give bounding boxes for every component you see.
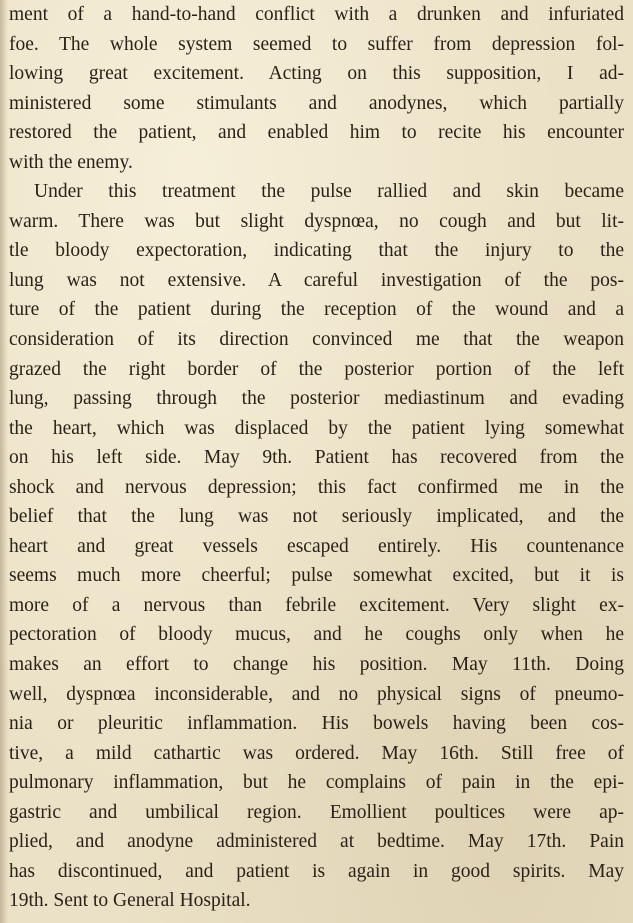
text-line: lung was not extensive. A careful investigation of the pos- <box>9 269 624 291</box>
text-line: more of a nervous than febrile excitement. Very slight ex- <box>9 594 624 616</box>
text-line: well, dyspnœa inconsiderable, and no physical signs of pneumo- <box>9 683 624 705</box>
text-line: warm. There was but slight dyspnœa, no cough and but lit- <box>9 210 624 232</box>
text-line: on his left side. May 9th. Patient has recovered from the <box>9 447 624 469</box>
text-line: ministered some stimulants and anodynes, which partially <box>9 92 624 114</box>
text-line: lung, passing through the posterior mediastinum and evading <box>9 388 624 410</box>
text-line: the heart, which was displaced by the patient lying somewhat <box>9 417 624 439</box>
text-line: has discontinued, and patient is again in good spirits. May <box>9 860 624 882</box>
body-text <box>9 0 624 916</box>
text-line: ture of the patient during the reception of the wound and a <box>9 299 624 321</box>
text-line: pulmonary inflammation, but he complains of pain in the epi- <box>9 772 624 794</box>
text-line: nia or pleuritic inflammation. His bowels having been cos- <box>9 713 624 735</box>
text-line: with the enemy. <box>9 151 133 173</box>
text-line: grazed the right border of the posterior portion of the left <box>9 358 624 380</box>
text-line: foe. The whole system seemed to suffer from depression fol- <box>9 33 624 55</box>
text-line: tive, a mild cathartic was ordered. May 16th. Still free of <box>9 742 624 764</box>
text-line: heart and great vessels escaped entirely. His countenance <box>9 535 624 557</box>
text-line: makes an effort to change his position. May 11th. Doing <box>9 654 624 676</box>
text-line: ment of a hand-to-hand conflict with a drunken and infuriated <box>9 4 624 25</box>
text-line: Under this treatment the pulse rallied and skin became <box>34 181 624 203</box>
page-gutter-shadow <box>0 0 8 923</box>
text-line: pectoration of bloody mucus, and he coughs only when he <box>9 624 624 646</box>
text-line: belief that the lung was not seriously implicated, and the <box>9 506 624 528</box>
text-line: consideration of its direction convinced me that the weapon <box>9 329 624 351</box>
text-line: 19th. Sent to General Hospital. <box>9 890 251 912</box>
text-line: lowing great excitement. Acting on this supposition, I ad- <box>9 63 624 85</box>
text-line: plied, and anodyne administered at bedtime. May 17th. Pain <box>9 831 624 853</box>
text-line: restored the patient, and enabled him to recite his encounter <box>9 122 624 144</box>
text-line: gastric and umbilical region. Emollient poultices were ap- <box>9 801 624 823</box>
text-line: tle bloody expectoration, indicating that the injury to the <box>9 240 624 262</box>
text-line: seems much more cheerful; pulse somewhat excited, but it is <box>9 565 624 587</box>
text-line: shock and nervous depression; this fact confirmed me in the <box>9 476 624 498</box>
